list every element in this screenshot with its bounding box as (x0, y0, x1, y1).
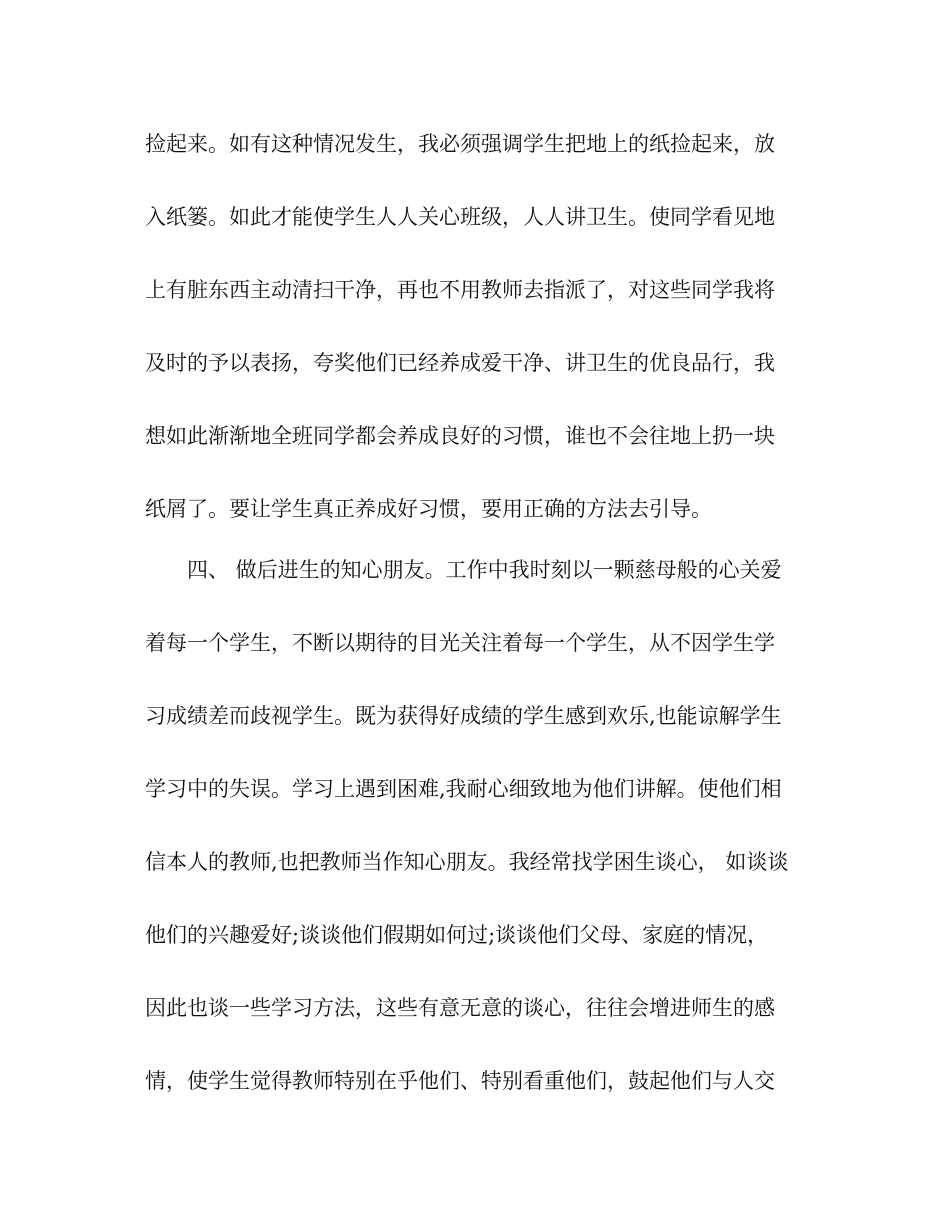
paragraph-line-2: 入纸篓。如此才能使学生人人关心班级，人人讲卫生。使同学看见地 (145, 205, 775, 229)
paragraph-line-6: 纸屑了。要让学生真正养成好习惯，要用正确的方法去引导。 (145, 497, 712, 521)
paragraph-line-12: 他们的兴趣爱好;谈谈他们假期如何过;谈谈他们父母、家庭的情况， (145, 923, 769, 947)
paragraph-line-10: 学习中的失误。学习上遇到困难,我耐心细致地为他们讲解。使他们相 (145, 777, 782, 801)
paragraph-line-1: 捡起来。如有这种情况发生，我必须强调学生把地上的纸捡起来，放 (145, 132, 775, 156)
paragraph-line-13: 因此也谈一些学习方法，这些有意无意的谈心，往往会增进师生的感 (145, 996, 775, 1020)
paragraph-line-3: 上有脏东西主动清扫干净，再也不用教师去指派了，对这些同学我将 (145, 278, 775, 302)
paragraph-line-5: 想如此渐渐地全班同学都会养成良好的习惯，谁也不会往地上扔一块 (145, 424, 775, 448)
section-four-heading-line: 四、 做后进生的知心朋友。工作中我时刻以一颗慈母般的心关爱 (187, 558, 782, 582)
paragraph-line-14: 情，使学生觉得教师特别在乎他们、特别看重他们，鼓起他们与人交 (145, 1069, 775, 1093)
paragraph-line-9: 习成绩差而歧视学生。既为获得好成绩的学生感到欢乐,也能谅解学生 (145, 704, 782, 728)
paragraph-line-4: 及时的予以表扬，夸奖他们已经养成爱干净、讲卫生的优良品行，我 (145, 351, 775, 375)
paragraph-line-8: 着每一个学生，不断以期待的目光关注着每一个学生，从不因学生学 (145, 631, 775, 655)
paragraph-line-11: 信本人的教师,也把教师当作知心朋友。我经常找学困生谈心， 如谈谈 (145, 850, 789, 874)
